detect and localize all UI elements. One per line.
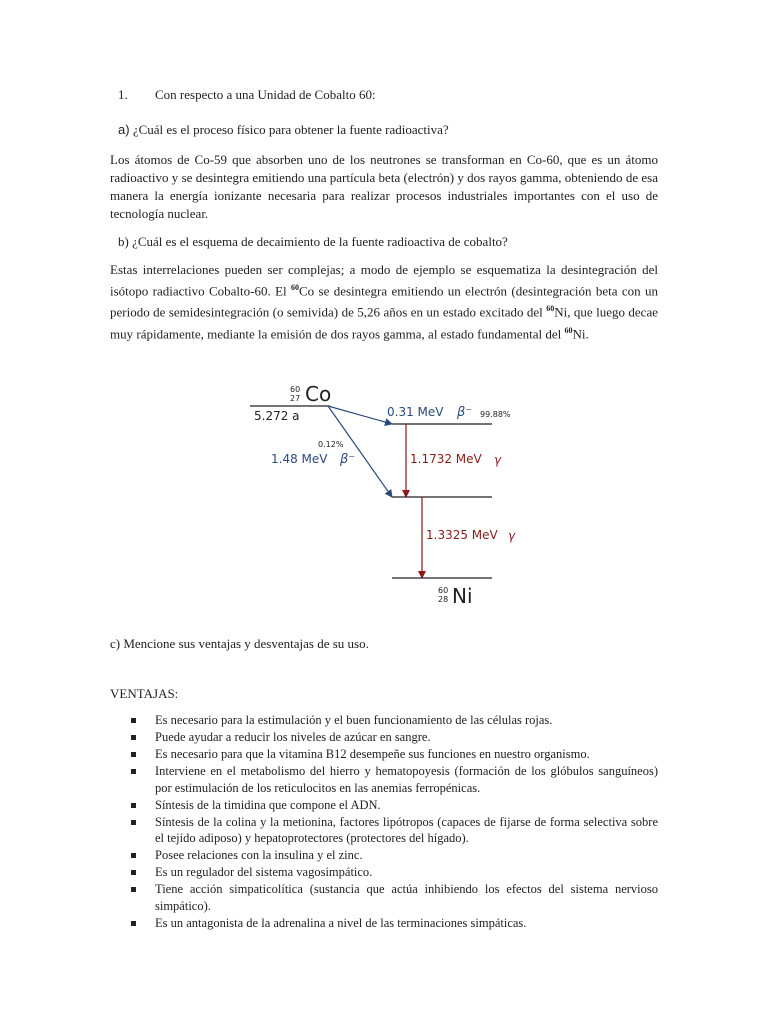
gamma2-symbol: γ	[508, 529, 516, 543]
beta2-symbol: β⁻	[340, 452, 356, 467]
bullet-icon	[131, 921, 136, 926]
list-item-text: Es necesario para la estimulación y el buen funcionamiento de las células rojas.	[155, 713, 553, 727]
question-a-letter: a)	[118, 122, 130, 137]
parent-symbol: Co	[305, 382, 332, 406]
list-item	[110, 712, 658, 729]
answer-b-part3: Ni, que luego decae muy rápidamente, mediante la emisión de dos rayos gamma, al estado fundamental del	[110, 304, 658, 341]
advantages-heading: VENTAJAS:	[110, 686, 179, 701]
question-1-number: 1.	[118, 87, 128, 102]
list-item-text: Tiene acción simpaticolítica (sustancia que actúa inhibiendo los efectos del sistema nervioso simpático).	[155, 882, 658, 913]
question-a-text: ¿Cuál es el proceso físico para obtener la fuente radioactiva?	[132, 122, 449, 137]
list-item	[110, 814, 658, 847]
bullet-icon	[131, 870, 136, 875]
beta2-branch: 0.12%	[318, 440, 344, 449]
beta1-energy: 0.31 MeV	[387, 405, 444, 419]
answer-b-sup3: 60	[564, 325, 573, 335]
list-item	[110, 729, 658, 746]
list-item-text: Síntesis de la timidina que compone el ADN.	[155, 797, 381, 812]
list-item	[110, 915, 658, 932]
parent-atomic-number: 27	[290, 394, 301, 403]
daughter-atomic-number: 28	[438, 595, 449, 604]
beta1-arrow	[328, 406, 392, 424]
question-1-text: Con respecto a una Unidad de Cobalto 60:	[155, 87, 376, 102]
beta2-energy: 1.48 MeV	[271, 452, 328, 466]
list-item	[110, 746, 658, 763]
answer-b-sup2: 60	[546, 304, 555, 314]
list-item-text: Posee relaciones con la insulina y el zinc.	[155, 848, 363, 862]
beta2-arrow	[328, 406, 392, 497]
answer-b-part4: Ni.	[572, 325, 589, 341]
question-b: b) ¿Cuál es el esquema de decaimiento de la fuente radioactiva de cobalto?	[118, 234, 508, 249]
bullet-icon	[131, 752, 136, 757]
beta1-branch: 99.88%	[480, 410, 511, 419]
daughter-mass-number: 60	[438, 586, 449, 595]
list-item-text: Síntesis de la colina y la metionina, factores lipótropos (capaces de fijarse de forma selectiva sobre el tejido adiposo) y hepatoprotectores (protectores del hígado).	[155, 814, 658, 845]
answer-b-sup1: 60	[290, 283, 299, 292]
bullet-icon	[131, 853, 136, 858]
gamma1-energy: 1.1732 MeV	[410, 452, 482, 466]
gamma1-symbol: γ	[494, 453, 502, 467]
list-item-text: Es un regulador del sistema vagosimpático.	[155, 865, 373, 879]
bullet-icon	[131, 820, 136, 825]
answer-a-paragraph: Los átomos de Co-59 que absorben uno de los neutrones se transforman en Co-60, que es un átomo radioactivo y se desintegra emitiendo una partícula beta (electrón) y dos rayos gamma, obteniendo de esa manera la energía ionizante necesaria para realizar procesos industriales importantes con el uso de tecnología nuclear.	[110, 152, 658, 221]
question-c: c) Mencione sus ventajas y desventajas de su uso.	[110, 636, 369, 651]
daughter-symbol: Ni	[452, 584, 473, 608]
list-item	[110, 864, 658, 881]
gamma2-energy: 1.3325 MeV	[426, 528, 498, 542]
list-item	[110, 881, 658, 914]
list-item-text: Interviene en el metabolismo del hierro y hematopoyesis (formación de los glóbulos sanguíneos) por estimulación de los reticulocitos en las anemias ferropénicas.	[155, 764, 658, 795]
list-item-text: Puede ayudar a reducir los niveles de azúcar en sangre.	[155, 730, 431, 744]
answer-b-part2: Co se desintegra emitiendo un electrón (desintegración beta con un periodo de semidesintegración (o semivida) de 5,26 años en un estado excitado del	[110, 283, 659, 320]
bullet-icon	[131, 769, 136, 774]
beta1-symbol: β⁻	[457, 405, 473, 420]
list-item-text: Es un antagonista de la adrenalina a nivel de las terminaciones simpáticas.	[155, 915, 527, 930]
list-item	[110, 797, 658, 814]
bullet-icon	[131, 718, 136, 723]
answer-b-part1: Estas interrelaciones pueden ser complejas; a modo de ejemplo se esquematiza la desintegración del isótopo radiactivo Cobalto-60. El	[110, 262, 658, 299]
bullet-icon	[131, 887, 136, 892]
advantages-list	[110, 712, 658, 932]
list-item	[110, 847, 658, 864]
list-item-text: Es necesario para que la vitamina B12 desempeñe sus funciones en nuestro organismo.	[155, 747, 590, 761]
parent-mass-number: 60	[290, 385, 301, 394]
half-life-label: 5.272 a	[254, 409, 300, 423]
bullet-icon	[131, 803, 136, 808]
bullet-icon	[131, 735, 136, 740]
list-item	[110, 763, 658, 796]
